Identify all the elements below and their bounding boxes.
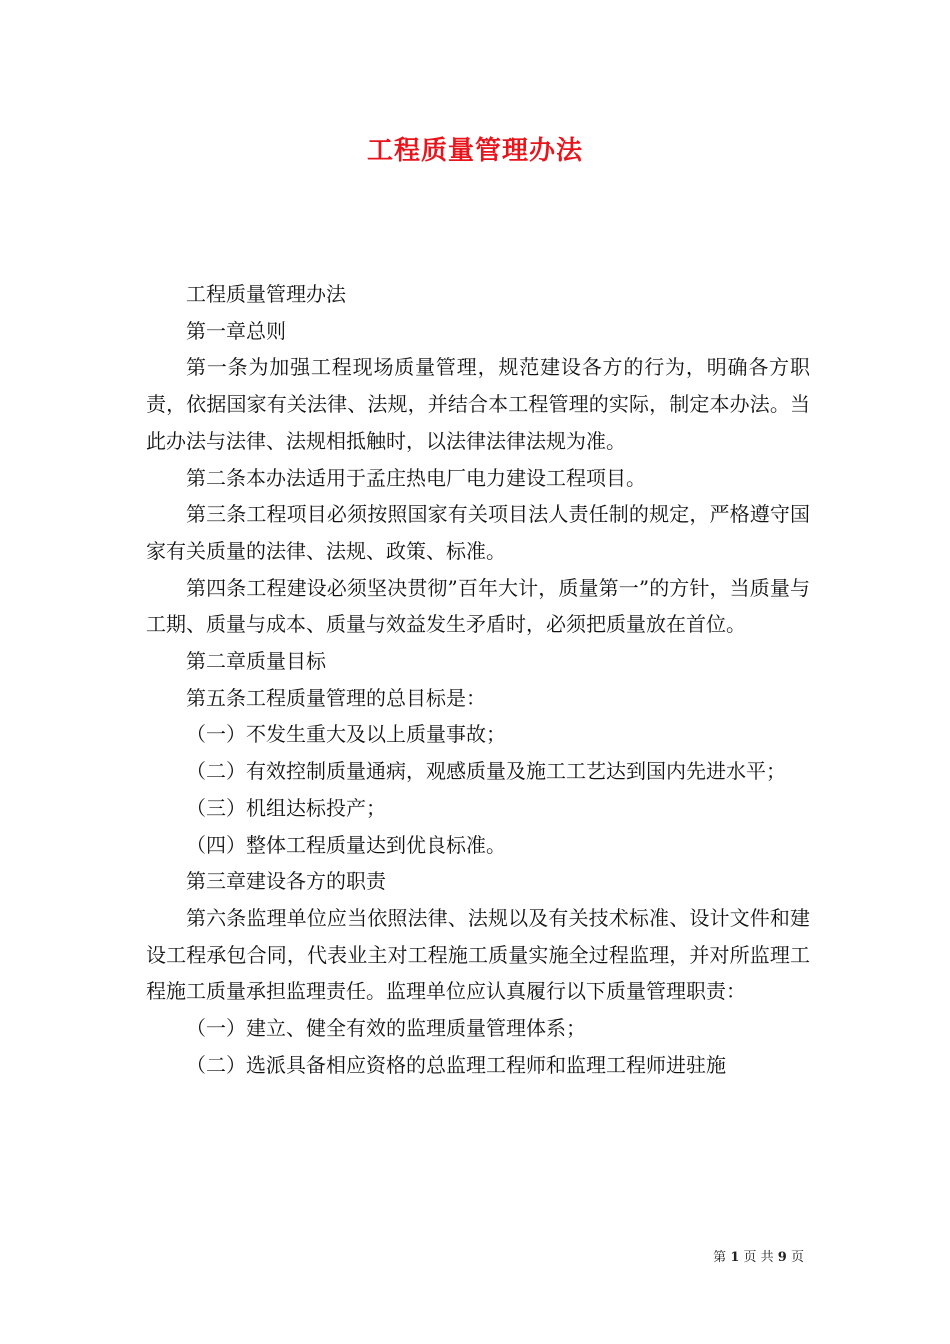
list-item: （二）有效控制质量通病，观感质量及施工工艺达到国内先进水平； bbox=[186, 759, 786, 784]
footer-middle: 页 共 bbox=[743, 1250, 774, 1265]
list-item: （一）不发生重大及以上质量事故； bbox=[186, 722, 506, 747]
list-item: （三）机组达标投产； bbox=[186, 795, 386, 820]
footer-prefix: 第 bbox=[713, 1250, 727, 1265]
total-page-count: 9 bbox=[777, 1250, 787, 1265]
paragraph: 工程质量管理办法 bbox=[186, 282, 346, 306]
paragraph: 第一条为加强工程现场质量管理，规范建设各方的行为，明确各方职责，依据国家有关法律、法规，并结合本工程管理的实际，制定本办法。当此办法与法律、法规相抵触时，以法律法律法规为准。 bbox=[146, 355, 810, 453]
paragraph: 第五条工程质量管理的总目标是： bbox=[186, 685, 486, 710]
paragraph: 第四条工程建设必须坚决贯彻”百年大计，质量第一”的方针，当质量与工期、质量与成本、质量与效益发生矛盾时，必须把质量放在首位。 bbox=[146, 575, 810, 637]
chapter-heading: 第二章质量目标 bbox=[186, 649, 326, 674]
document-title: 工程质量管理办法 bbox=[366, 136, 583, 166]
chapter-heading: 第一章总则 bbox=[186, 318, 286, 343]
current-page-number: 1 bbox=[730, 1250, 740, 1265]
list-item: （二）选派具备相应资格的总监理工程师和监理工程师进驻施 bbox=[186, 1052, 726, 1077]
paragraph: 第六条监理单位应当依照法律、法规以及有关技术标准、设计文件和建设工程承包合同，代表业主对工程施工质量实施全过程监理，并对所监理工程施工质量承担监理责任。监理单位应认真履行以下质量管理职责： bbox=[146, 905, 810, 1004]
paragraph: 第三条工程项目必须按照国家有关项目法人责任制的规定，严格遵守国家有关质量的法律、法规、政策、标准。 bbox=[146, 502, 810, 563]
paragraph: 第二条本办法适用于孟庄热电厂电力建设工程项目。 bbox=[186, 465, 646, 490]
document-body bbox=[146, 276, 810, 1083]
page-footer bbox=[713, 1246, 804, 1265]
list-item: （一）建立、健全有效的监理质量管理体系； bbox=[186, 1016, 586, 1041]
list-item: （四）整体工程质量达到优良标准。 bbox=[186, 832, 506, 857]
footer-suffix: 页 bbox=[790, 1250, 804, 1265]
chapter-heading: 第三章建设各方的职责 bbox=[186, 869, 386, 894]
